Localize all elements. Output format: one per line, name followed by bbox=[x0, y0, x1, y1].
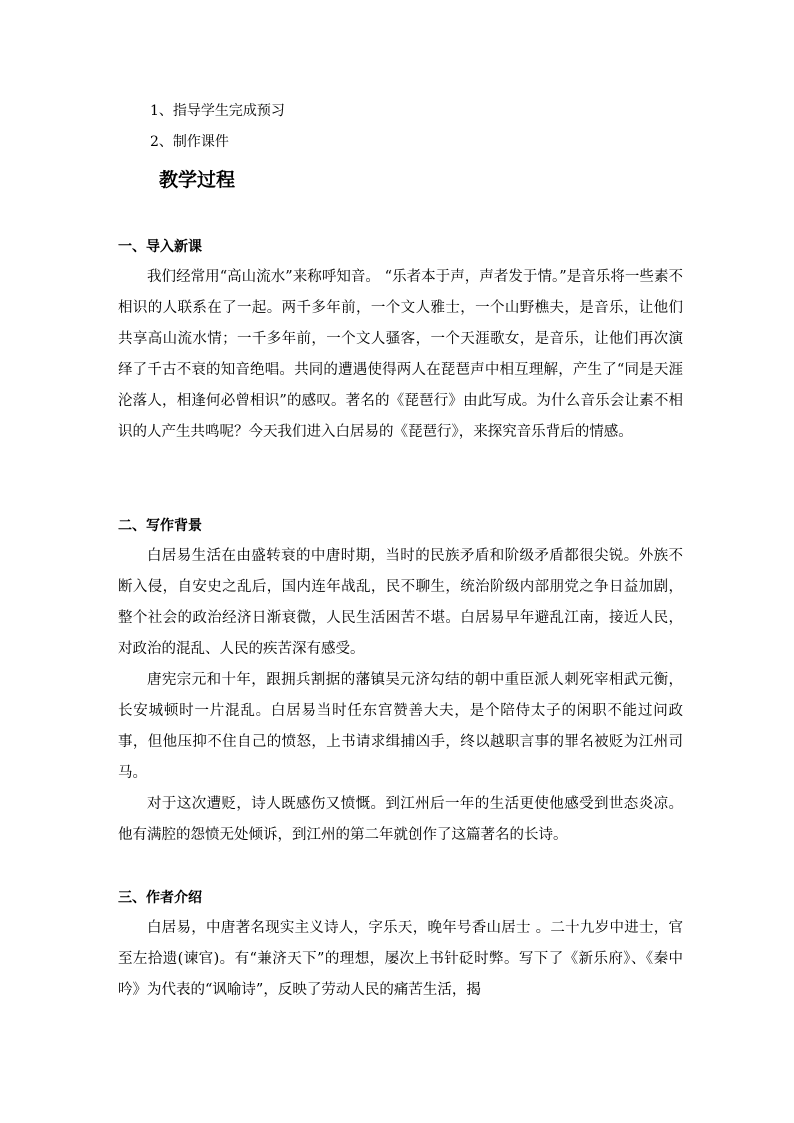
prep-item-1: 1、指导学生完成预习 bbox=[150, 103, 285, 119]
page-title: 教学过程 bbox=[159, 169, 236, 191]
background-paragraph-3: 对于这次遭贬，诗人既感伤又愤慨。到江州后一年的生活更使他感受到世态炎凉。他有满腔的怨愤无处倾诉，到江州的第二年就创作了这篇著名的长诗。 bbox=[118, 796, 683, 843]
background-paragraph-1: 白居易生活在由盛转衰的中唐时期，当时的民族矛盾和阶级矛盾都很尖锐。外族不断入侵，自安史之乱后，国内连年战乱，民不聊生，统治阶级内部朋党之争日益加剧，整个社会的政治经济日渐衰微，人民生活困苦不堪。白居易早年避乱江南，接近人民，对政治的混乱、人民的疾苦深有感受。 bbox=[118, 548, 683, 657]
section-heading-background: 二、写作背景 bbox=[118, 518, 202, 534]
intro-paragraph: 我们经常用“高山流水”来称呼知音。 “乐者本于声，声者发于情。”是音乐将一些素不相识的人联系在了一起。两千多年前，一个文人雅士，一个山野樵夫，是音乐，让他们共享高山流水情；一千多年前，一个文人骚客，一个天涯歌女，是音乐，让他们再次演绎了千古不衰的知音绝唱。共同的遭遇使得两人在琵琶声中相互理解，产生了“同是天涯沦落人，相逢何必曾相识”的感叹。著名的《琵琶行》由此写成。为什么音乐会让素不相识的人产生共鸣呢？今天我们进入白居易的《琵琶行》，来探究音乐背后的情感。 bbox=[118, 269, 683, 440]
background-paragraph-2: 唐宪宗元和十年，跟拥兵割据的藩镇吴元济勾结的朝中重臣派人刺死宰相武元衡，长安城顿时一片混乱。白居易当时任东宫赞善大夫，是个陪侍太子的闲职不能过问政事，但他压抑不住自己的愤怒，上书请求缉捕凶手，终以越职言事的罪名被贬为江州司马。 bbox=[118, 672, 683, 781]
section-heading-author: 三、作者介绍 bbox=[118, 890, 202, 906]
author-paragraph: 白居易，中唐著名现实主义诗人，字乐天，晚年号香山居士 。二十九岁中进士，官至左拾遗(谏官)。有“兼济天下”的理想，屡次上书针砭时弊。写下了《新乐府》、《秦中吟》为代表的“讽喻诗”，反映了劳动人民的痛苦生活，揭 bbox=[118, 920, 683, 998]
section-heading-intro: 一、导入新课 bbox=[118, 239, 202, 255]
prep-item-2: 2、制作课件 bbox=[150, 134, 229, 150]
